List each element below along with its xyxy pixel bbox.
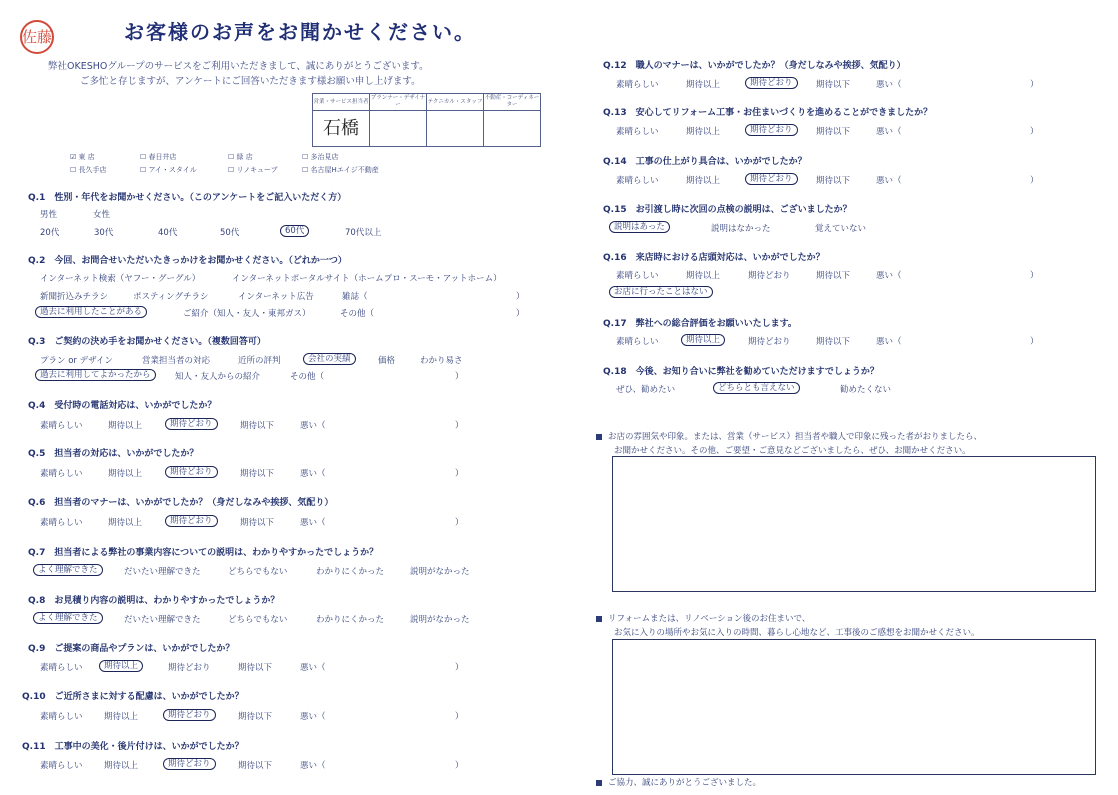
question-q8: Q.8 お見積り内容の説明は、わかりやすかったでしょうか？ (28, 596, 280, 606)
question-q2: Q.2 今回、お問合せいただいたきっかけをお聞かせください。（どれか一つ） (28, 256, 347, 266)
option[interactable]: だいたい理解できた (124, 567, 201, 577)
option[interactable]: インターネット広告 (238, 292, 314, 302)
staff-table (312, 93, 541, 147)
option: ） (1030, 127, 1039, 137)
question-q3: Q.3 ご契約の決め手をお聞かせください。（複数回答可） (28, 337, 266, 347)
option-selected[interactable]: 会社の実績 (308, 352, 356, 364)
option[interactable]: 悪い（ (876, 337, 902, 347)
store-checkbox[interactable]: ☐ 多治見店 (302, 153, 339, 161)
option[interactable]: 新聞折込みチラシ (40, 292, 109, 302)
store-checkbox[interactable]: ☐ 緑 店 (228, 153, 253, 161)
stamp: 佐藤 (20, 20, 54, 54)
staff-header: テクニカル・スタッフ (427, 94, 484, 111)
option[interactable]: 男性 (40, 210, 58, 220)
option[interactable]: 悪い（ (300, 421, 326, 431)
option[interactable]: 勧めたくない (840, 385, 892, 395)
option[interactable]: 20代 (40, 228, 60, 238)
option: ） (1030, 80, 1039, 90)
staff-header: 不動産・コーディネーター (484, 94, 541, 111)
option: ） (455, 469, 464, 479)
option[interactable]: その他（ (290, 372, 325, 382)
store-checkbox[interactable]: ☐ 長久手店 (70, 166, 107, 174)
option[interactable]: 期待どおり (748, 337, 791, 347)
option: ） (455, 372, 464, 382)
option[interactable]: 期待以上 (108, 469, 143, 479)
option-selected[interactable]: よく理解できた (38, 611, 103, 623)
option-selected[interactable]: 過去に利用してよかったから (40, 368, 156, 380)
option[interactable]: 期待以下 (238, 663, 273, 673)
option[interactable]: 期待以上 (686, 80, 721, 90)
option[interactable]: わかりにくかった (316, 615, 385, 625)
option[interactable]: 素晴らしい (40, 761, 83, 771)
option[interactable]: どちらでもない (228, 567, 288, 577)
option[interactable]: 説明がなかった (410, 567, 470, 577)
option: ） (1030, 271, 1039, 281)
option[interactable]: 素晴らしい (40, 421, 83, 431)
comment-prompt-2b: お気に入りの場所やお気に入りの時間、暮らし心地など、工事後のご感想をお聞かせください。 (614, 628, 980, 638)
option: ） (516, 309, 525, 319)
option[interactable]: だいたい理解できた (124, 615, 201, 625)
option: ） (1030, 176, 1039, 186)
option[interactable]: 悪い（ (876, 271, 902, 281)
option[interactable]: どちらでもない (228, 615, 288, 625)
option: ） (455, 663, 464, 673)
option[interactable]: 悪い（ (300, 469, 326, 479)
option[interactable]: 期待以下 (240, 469, 275, 479)
option[interactable]: 雑誌（ (342, 292, 368, 302)
option[interactable]: インターネット検索（ヤフー・グーグル） (40, 274, 201, 284)
option[interactable]: 期待以下 (816, 176, 851, 186)
question-q14: Q.14 工事の仕上がり具合は、いかがでしたか？ (603, 157, 807, 167)
option[interactable]: わかりにくかった (316, 567, 385, 577)
option[interactable]: 期待以下 (816, 127, 851, 137)
option[interactable]: 悪い（ (300, 518, 326, 528)
question-q7: Q.7 担当者による弊社の事業内容についての説明は、わかりやすかったでしょうか？ (28, 548, 379, 558)
staff-signature: 石橋 (313, 111, 370, 147)
option[interactable]: ご紹介（知人・友人・東邦ガス） (183, 309, 311, 319)
option[interactable]: 40代 (158, 228, 178, 238)
option[interactable]: プラン or デザイン (40, 356, 114, 366)
option[interactable]: 説明はなかった (711, 224, 771, 234)
option[interactable]: 素晴らしい (616, 80, 659, 90)
comment-prompt-1b: お聞かせください。その他、ご要望・ご意見などございましたら、ぜひ、お聞かせください。 (614, 446, 971, 456)
intro-line-2: ご多忙と存じますが、アンケートにご回答いただきます様お願い申し上げます。 (80, 76, 421, 87)
option: ） (455, 712, 464, 722)
option[interactable]: 30代 (94, 228, 114, 238)
option[interactable]: 素晴らしい (40, 712, 83, 722)
option: ） (455, 761, 464, 771)
question-q15: Q.15 お引渡し時に次回の点検の説明は、ございましたか？ (603, 205, 852, 215)
option[interactable]: 期待以上 (104, 761, 139, 771)
question-q1: Q.1 性別・年代をお聞かせください。（このアンケートをご記入いただく方） (28, 193, 347, 203)
option[interactable]: 期待以上 (108, 421, 143, 431)
option[interactable]: 期待以下 (238, 712, 273, 722)
option[interactable]: 価格 (378, 356, 396, 366)
option-selected[interactable]: 60代 (285, 224, 309, 236)
option[interactable]: 知人・友人からの紹介 (175, 372, 261, 382)
bullet-square-icon (596, 434, 602, 440)
option[interactable]: ぜひ、勧めたい (616, 385, 676, 395)
store-checkbox[interactable]: ☐ 春日井店 (140, 153, 177, 161)
option[interactable]: 期待以上 (686, 127, 721, 137)
option[interactable]: 期待以上 (686, 271, 721, 281)
option[interactable]: 近所の評判 (238, 356, 281, 366)
option[interactable]: 期待以上 (104, 712, 139, 722)
store-checkbox[interactable]: ☑ 東 店 (70, 153, 95, 161)
option[interactable]: 悪い（ (876, 127, 902, 137)
question-q4: Q.4 受付時の電話対応は、いかがでしたか？ (28, 401, 217, 411)
option[interactable]: 素晴らしい (616, 271, 659, 281)
option[interactable]: 50代 (220, 228, 240, 238)
comment-prompt-1: お店の雰囲気や印象。または、営業（サービス）担当者や職人で印象に残った者がおりましたら、 (596, 430, 982, 442)
option[interactable]: ポスティングチラシ (133, 292, 209, 302)
option-selected[interactable]: 期待どおり (168, 757, 216, 769)
option[interactable]: 女性 (93, 210, 111, 220)
staff-cell (427, 111, 484, 147)
option-selected[interactable]: 期待どおり (170, 417, 218, 429)
option[interactable]: 素晴らしい (616, 176, 659, 186)
option[interactable]: 営業担当者の対応 (142, 356, 211, 366)
option[interactable]: 期待以上 (108, 518, 143, 528)
option[interactable]: 悪い（ (300, 712, 326, 722)
option[interactable]: 期待どおり (748, 271, 791, 281)
question-q11: Q.11 工事中の美化・後片付けは、いかがでしたか？ (22, 742, 244, 752)
comment-prompt-2: リフォームまたは、リノベーション後のお住まいで、 (596, 612, 810, 624)
option[interactable]: 期待以上 (686, 176, 721, 186)
option: ） (1030, 337, 1039, 347)
thanks-note: ご協力、誠にありがとうございました。 (596, 776, 761, 788)
question-q17: Q.17 弊社への総合評価をお願いいたします。 (603, 319, 797, 329)
option[interactable]: 悪い（ (300, 761, 326, 771)
option[interactable]: 素晴らしい (40, 518, 83, 528)
option-selected[interactable]: どちらとも言えない (718, 381, 800, 393)
bullet-square-icon (596, 780, 602, 786)
option-selected[interactable]: 期待どおり (750, 172, 798, 184)
option[interactable]: 悪い（ (876, 176, 902, 186)
option[interactable]: 素晴らしい (40, 469, 83, 479)
option: ） (455, 421, 464, 431)
option-selected[interactable]: 過去に利用したことがある (40, 305, 147, 317)
option-selected[interactable]: 期待どおり (750, 76, 798, 88)
question-q16: Q.16 来店時における店頭対応は、いかがでしたか？ (603, 253, 825, 263)
option[interactable]: 70代以上 (345, 228, 382, 238)
intro-line-1: 弊社OKESHOグループのサービスをご利用いただきまして、誠にありがとうございます。 (48, 61, 429, 72)
option-selected[interactable]: 期待どおり (170, 465, 218, 477)
option[interactable]: 期待以下 (816, 271, 851, 281)
page-title: お客様のお声をお聞かせください。 (124, 20, 476, 44)
comment-box-2[interactable] (612, 639, 1096, 775)
option[interactable]: 期待以下 (240, 518, 275, 528)
option: ） (455, 518, 464, 528)
option[interactable]: 期待以下 (816, 337, 851, 347)
store-checkbox[interactable]: ☐ リノキューブ (228, 166, 278, 174)
staff-cell (484, 111, 541, 147)
option-selected[interactable]: 期待どおり (170, 514, 218, 526)
option[interactable]: 素晴らしい (40, 663, 83, 673)
question-q5: Q.5 担当者の対応は、いかがでしたか？ (28, 449, 199, 459)
question-q6: Q.6 担当者のマナーは、いかがでしたか？（身だしなみや挨拶、気配り） (28, 498, 334, 508)
option[interactable]: 悪い（ (876, 80, 902, 90)
comment-box-1[interactable] (612, 456, 1096, 592)
option-selected[interactable]: よく理解できた (38, 563, 103, 575)
question-q18: Q.18 今後、お知り合いに弊社を勧めていただけますでしょうか？ (603, 367, 879, 377)
option[interactable]: 期待以下 (240, 421, 275, 431)
option-selected[interactable]: 期待以上 (686, 333, 725, 345)
option[interactable]: 素晴らしい (616, 127, 659, 137)
option: ） (516, 292, 525, 302)
option[interactable]: 説明がなかった (410, 615, 470, 625)
staff-header: 営業・サービス担当者 (313, 94, 370, 111)
question-q9: Q.9 ご提案の商品やプランは、いかがでしたか？ (28, 644, 235, 654)
option[interactable]: 期待以下 (238, 761, 273, 771)
option[interactable]: 期待どおり (168, 663, 211, 673)
option[interactable]: その他（ (340, 309, 375, 319)
option[interactable]: わかり易さ (420, 356, 463, 366)
option[interactable]: 期待以下 (816, 80, 851, 90)
option[interactable]: 素晴らしい (616, 337, 659, 347)
option-selected[interactable]: お店に行ったことはない (614, 285, 713, 297)
store-checkbox[interactable]: ☐ 名古屋Hエイジ不動産 (302, 166, 379, 174)
option-selected[interactable]: 期待どおり (750, 123, 798, 135)
staff-cell (370, 111, 427, 147)
staff-header: プランナー・デザイナー (370, 94, 427, 111)
option-selected[interactable]: 期待どおり (168, 708, 216, 720)
question-q10: Q.10 ご近所さまに対する配慮は、いかがでしたか？ (22, 692, 244, 702)
option-selected[interactable]: 説明はあった (614, 220, 670, 232)
store-checkbox[interactable]: ☐ アイ・スタイル (140, 166, 197, 174)
option[interactable]: 覚えていない (815, 224, 867, 234)
option[interactable]: 悪い（ (300, 663, 326, 673)
option-selected[interactable]: 期待以上 (104, 659, 143, 671)
question-q12: Q.12 職人のマナーは、いかがでしたか？（身だしなみや挨拶、気配り） (603, 61, 906, 71)
option[interactable]: インターネットポータルサイト（ホームプロ・スーモ・アットホーム） (232, 274, 502, 284)
question-q13: Q.13 安心してリフォーム工事・お住まいづくりを進めることができましたか？ (603, 108, 933, 118)
bullet-square-icon (596, 616, 602, 622)
